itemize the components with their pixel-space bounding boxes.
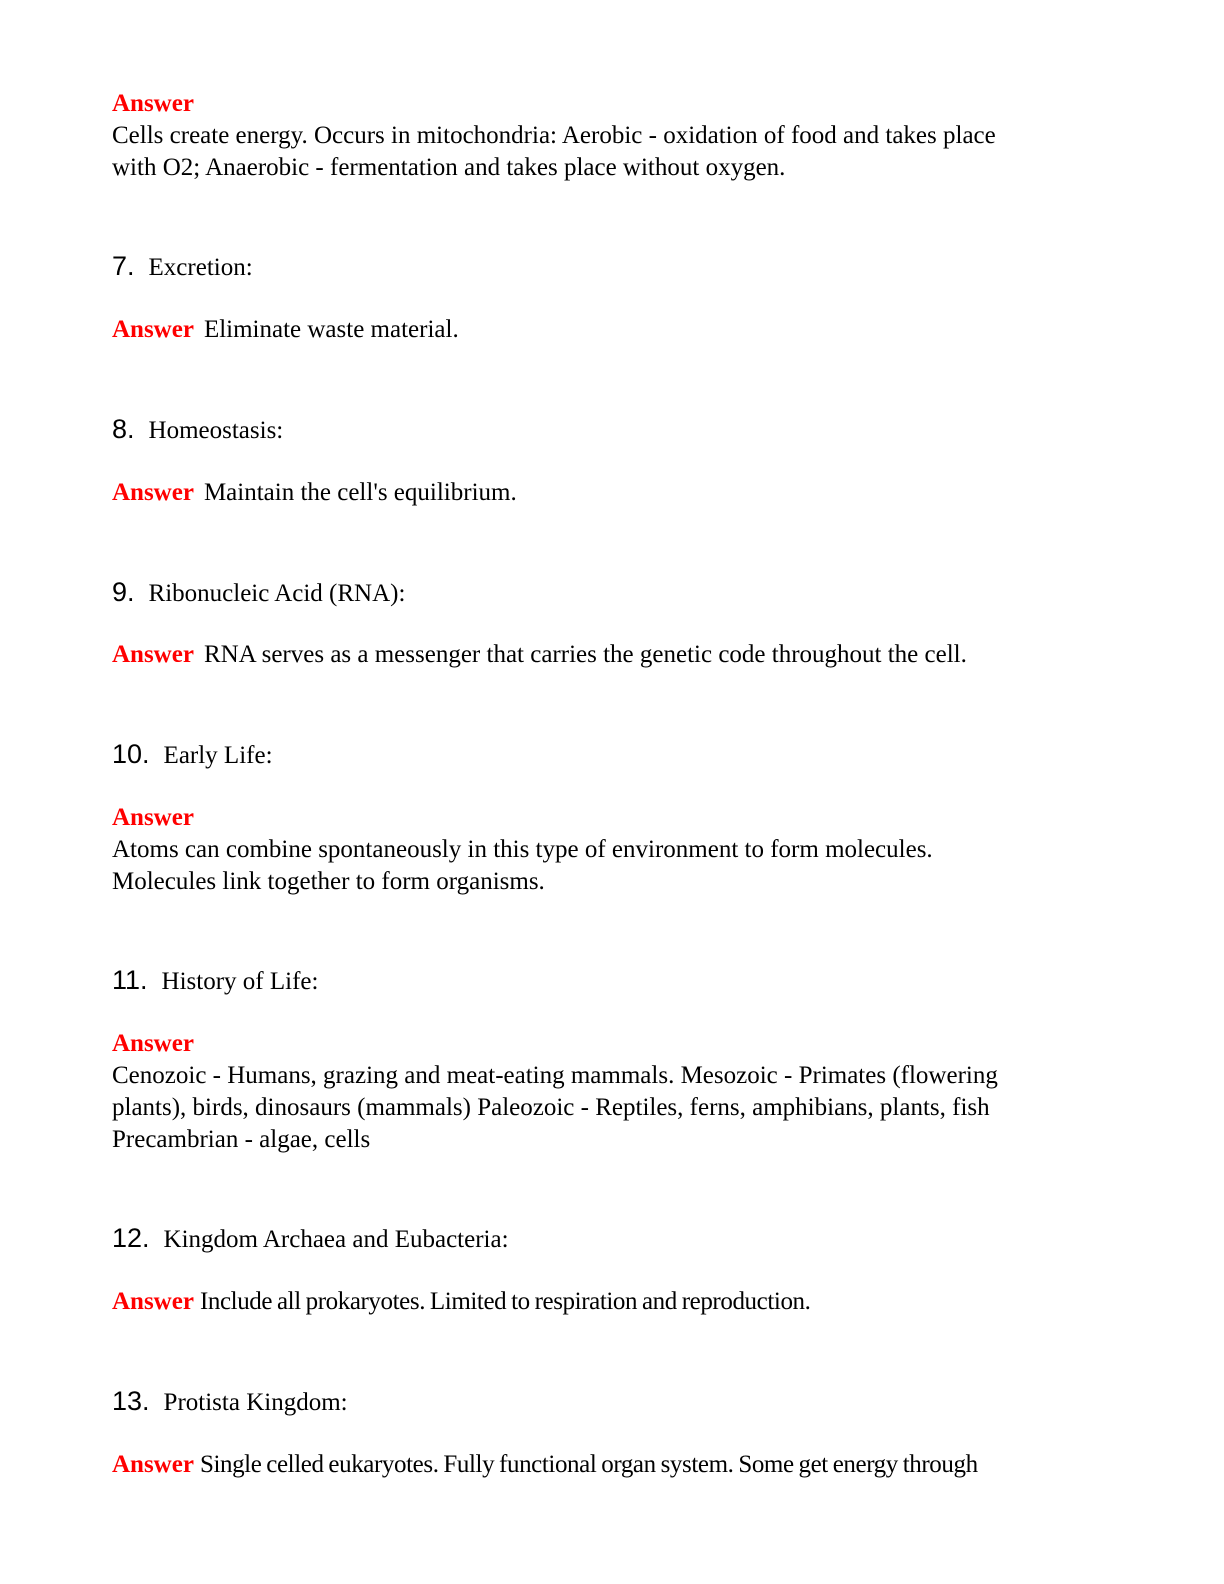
question-number: 10. xyxy=(112,739,150,769)
answer-text-line: Precambrian - algae, cells xyxy=(112,1126,371,1153)
answer-text: RNA serves as a messenger that carries the genetic code throughout the cell. xyxy=(203,641,967,668)
answer-label: Answer xyxy=(112,479,194,506)
answer-block-10 xyxy=(112,802,1122,898)
answer-text-line: Cenozoic - Humans, grazing and meat-eating mammals. Mesozoic - Primates (flowering xyxy=(112,1062,998,1089)
question-title: Early Life: xyxy=(163,742,273,769)
answer-block-7 xyxy=(112,314,1122,346)
question-number: 8. xyxy=(112,414,135,444)
answer-block-13 xyxy=(112,1449,1122,1481)
answer-label: Answer xyxy=(112,316,194,343)
answer-text-line: Cells create energy. Occurs in mitochondria: Aerobic - oxidation of food and takes place xyxy=(112,122,996,149)
answer-label: Answer xyxy=(112,641,194,668)
question-number: 12. xyxy=(112,1223,150,1253)
answer-block-12 xyxy=(112,1286,1122,1318)
answer-label: Answer xyxy=(112,804,194,831)
answer-block-9 xyxy=(112,639,1122,671)
question-title: Homeostasis: xyxy=(148,417,284,444)
answer-block-6 xyxy=(112,88,1122,184)
answer-text: Single celled eukaryotes. Fully functional organ system. Some get energy through xyxy=(199,1451,978,1478)
question-number: 7. xyxy=(112,251,135,281)
question-9 xyxy=(112,576,1122,610)
answer-block-11 xyxy=(112,1028,1122,1156)
question-number: 13. xyxy=(112,1386,150,1416)
answer-label: Answer xyxy=(112,90,194,117)
question-12 xyxy=(112,1222,1122,1256)
question-title: Ribonucleic Acid (RNA): xyxy=(148,580,406,607)
question-number: 9. xyxy=(112,577,135,607)
answer-block-8 xyxy=(112,477,1122,509)
question-title: History of Life: xyxy=(161,968,319,995)
question-11 xyxy=(112,964,1122,998)
question-title: Excretion: xyxy=(148,254,253,281)
answer-text: Include all prokaryotes. Limited to respiration and reproduction. xyxy=(199,1288,811,1315)
answer-text-line: with O2; Anaerobic - fermentation and takes place without oxygen. xyxy=(112,154,786,181)
question-title: Protista Kingdom: xyxy=(163,1389,348,1416)
answer-label: Answer xyxy=(112,1030,194,1057)
question-number: 11. xyxy=(112,965,148,995)
question-title: Kingdom Archaea and Eubacteria: xyxy=(163,1226,509,1253)
answer-label: Answer xyxy=(112,1288,194,1315)
question-7 xyxy=(112,250,1122,284)
answer-text: Maintain the cell's equilibrium. xyxy=(203,479,517,506)
answer-label: Answer xyxy=(112,1451,194,1478)
answer-text-line: Atoms can combine spontaneously in this type of environment to form molecules. xyxy=(112,836,933,863)
question-10 xyxy=(112,738,1122,772)
answer-text: Eliminate waste material. xyxy=(203,316,459,343)
answer-text-line: Molecules link together to form organisms. xyxy=(112,868,545,895)
question-8 xyxy=(112,413,1122,447)
question-13 xyxy=(112,1385,1122,1419)
answer-text-line: plants), birds, dinosaurs (mammals) Paleozoic - Reptiles, ferns, amphibians, plants, fish xyxy=(112,1094,990,1121)
